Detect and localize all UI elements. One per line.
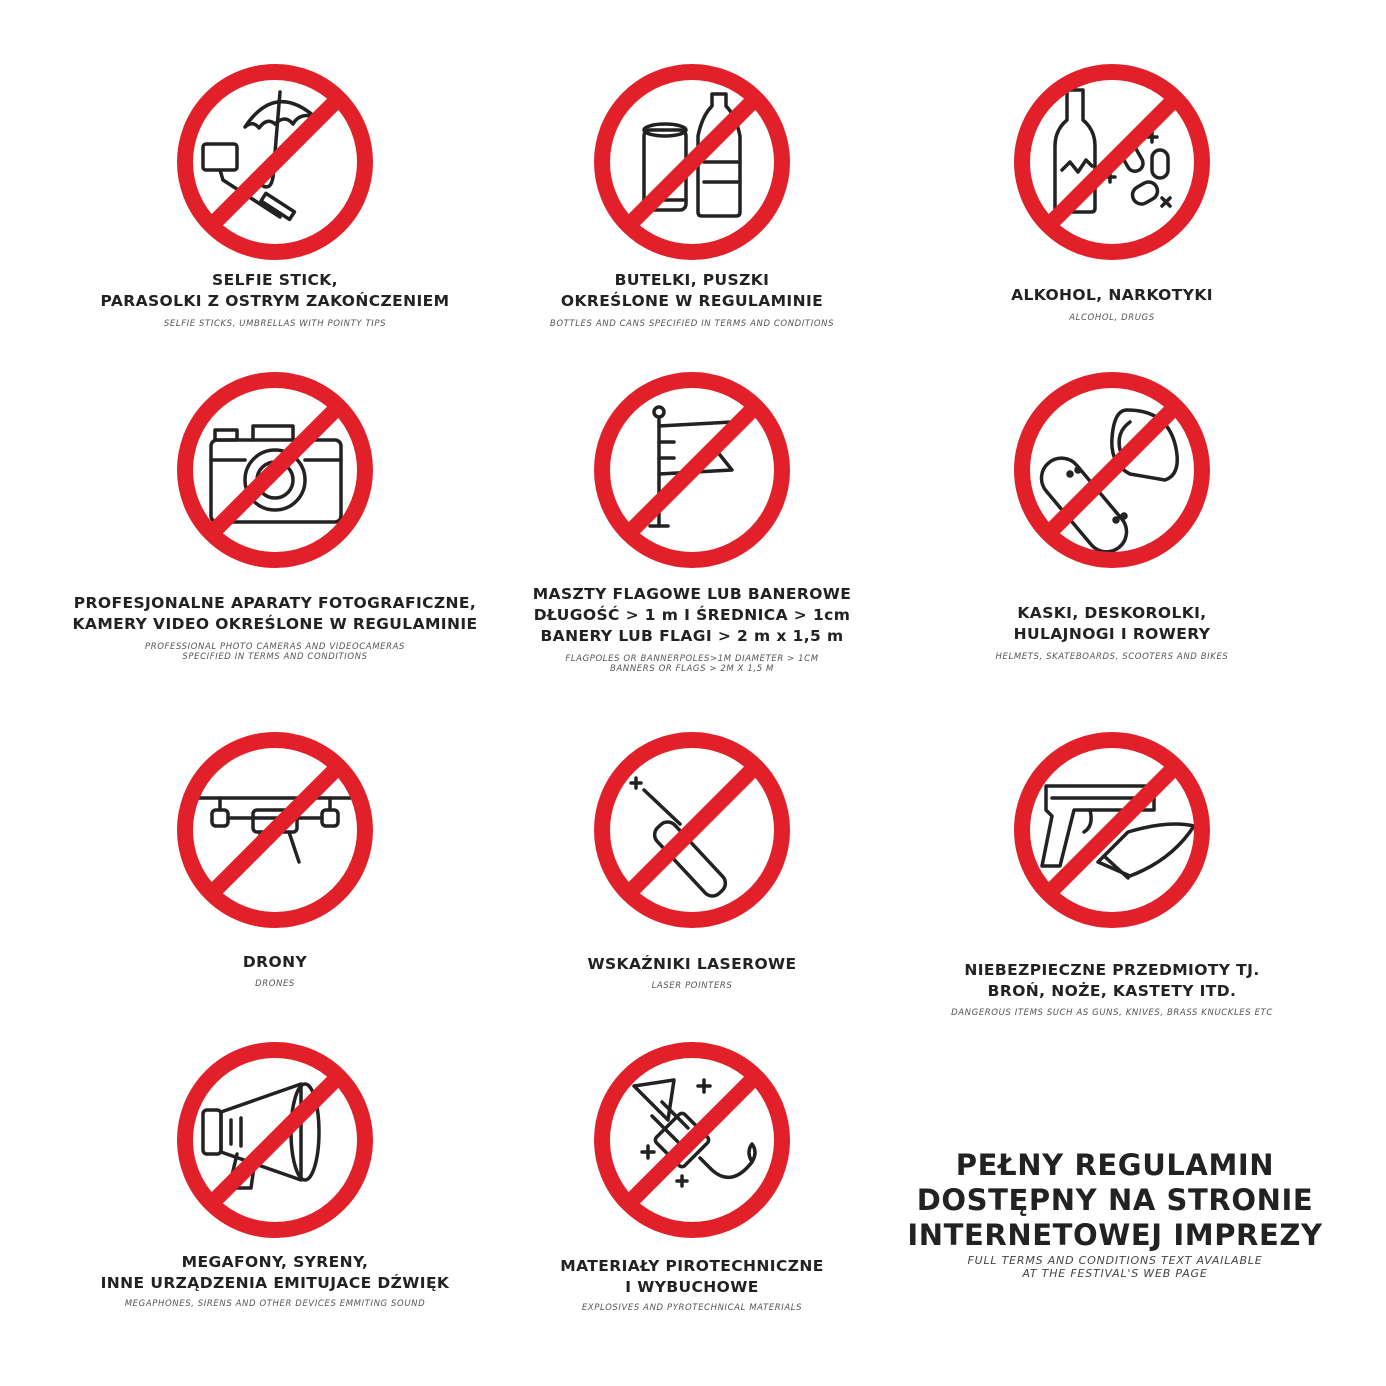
full-terms-notice-en: FULL TERMS AND CONDITIONS TEXT AVAILABLE AT THE FESTIVAL'S WEB PAGE: [967, 1254, 1263, 1280]
megaphone-icon: [175, 1040, 375, 1240]
alcohol-drugs-icon: [1012, 62, 1212, 262]
item-label-en: HELMETS, SKATEBOARDS, SCOOTERS AND BIKES: [995, 652, 1229, 662]
item-label-en: BOTTLES AND CANS SPECIFIED IN TERMS AND CONDITIONS: [549, 319, 835, 329]
item-label-pl: SELFIE STICK, PARASOLKI Z OSTRYM ZAKOŃCZENIEM: [100, 271, 450, 310]
full-terms-notice: PEŁNY REGULAMIN DOSTĘPNY NA STRONIE INTERNETOWEJ IMPREZY: [907, 1148, 1323, 1252]
item-label-pl: MATERIAŁY PIROTECHNICZNE I WYBUCHOWE: [560, 1257, 824, 1296]
item-label-pl: DRONY: [242, 953, 308, 971]
item-label-pl: ALKOHOL, NARKOTYKI: [1011, 286, 1213, 304]
item-label-pl: WSKAŹNIKI LASEROWE: [587, 955, 797, 973]
item-label-en: PROFESSIONAL PHOTO CAMERAS AND VIDEOCAMERAS SPECIFIED IN TERMS AND CONDITIONS: [144, 642, 406, 662]
helmet-skateboard-icon: [1012, 370, 1212, 570]
item-label-pl: PROFESJONALNE APARATY FOTOGRAFICZNE, KAMERY VIDEO OKREŚLONE W REGULAMINIE: [72, 594, 478, 633]
camera-icon: [175, 370, 375, 570]
item-label-pl: MASZTY FLAGOWE LUB BANEROWE DŁUGOŚĆ > 1 m I ŚREDNICA > 1cm BANERY LUB FLAGI > 2 m x 1,5 m: [532, 585, 852, 645]
item-label-en: FLAGPOLES OR BANNERPOLES>1M DIAMETER > 1CM BANNERS OR FLAGS > 2M X 1,5 M: [565, 654, 819, 674]
item-label-en: MEGAPHONES, SIRENS AND OTHER DEVICES EMMITING SOUND: [124, 1299, 426, 1309]
item-label-pl: BUTELKI, PUSZKI OKREŚLONE W REGULAMINIE: [560, 271, 824, 310]
flagpole-icon: [592, 370, 792, 570]
item-label-en: EXPLOSIVES AND PYROTECHNICAL MATERIALS: [581, 1303, 803, 1313]
item-label-en: DRONES: [255, 979, 295, 989]
item-label-pl: MEGAFONY, SYRENY, INNE URZĄDZENIA EMITUJACE DŹWIĘK: [100, 1253, 450, 1292]
item-label-en: DANGEROUS ITEMS SUCH AS GUNS, KNIVES, BRASS KNUCKLES ETC: [951, 1008, 1273, 1018]
gun-knife-icon: [1012, 730, 1212, 930]
item-label-pl: KASKI, DESKOROLKI, HULAJNOGI I ROWERY: [1013, 604, 1211, 643]
item-label-en: LASER POINTERS: [651, 981, 733, 991]
laser-pointer-icon: [592, 730, 792, 930]
bottles-cans-icon: [592, 62, 792, 262]
fireworks-icon: [592, 1040, 792, 1240]
drone-icon: [175, 730, 375, 930]
item-label-en: ALCOHOL, DRUGS: [1069, 313, 1155, 323]
selfie-stick-umbrella-icon: [175, 62, 375, 262]
item-label-pl: NIEBEZPIECZNE PRZEDMIOTY TJ. BROŃ, NOŻE, KASTETY ITD.: [964, 961, 1260, 1000]
item-label-en: SELFIE STICKS, UMBRELLAS WITH POINTY TIPS: [163, 319, 387, 329]
